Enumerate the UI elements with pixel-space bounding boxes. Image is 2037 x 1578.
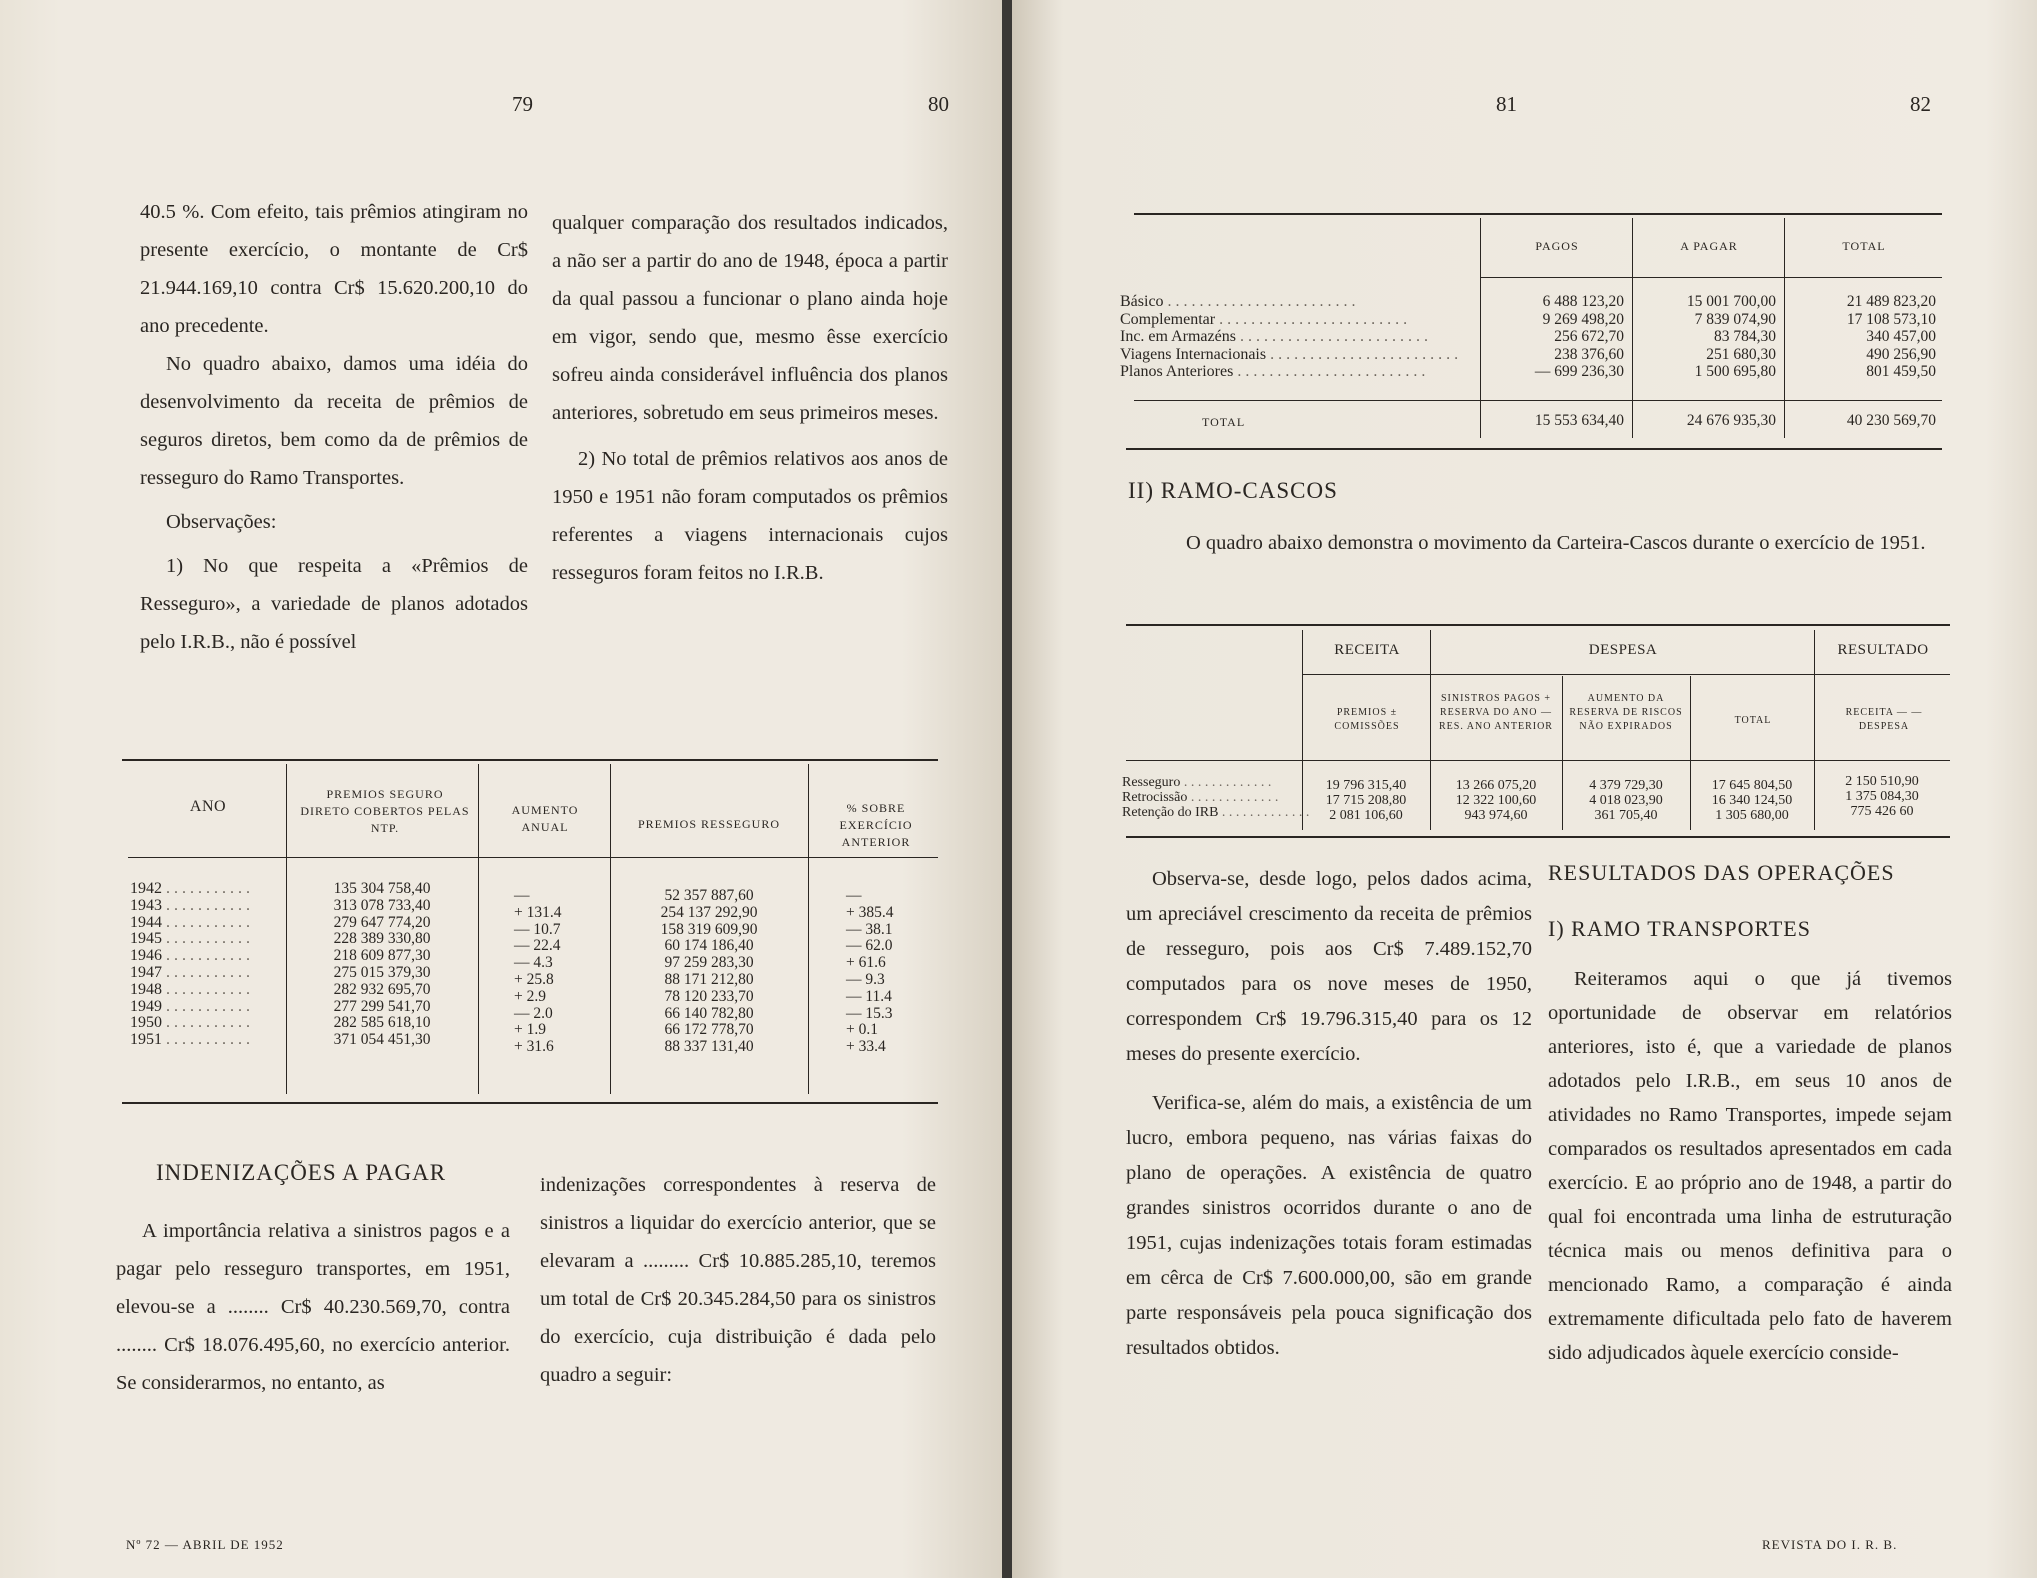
cell-sobre: — 11.4 [846, 987, 892, 1005]
cell-premios-direto: 313 078 733,40 [333, 896, 431, 914]
cell-premios-direto: 277 299 541,70 [333, 997, 431, 1015]
table-row-year [130, 947, 280, 965]
header-premios-direto: PREMIOS SEGURO DIRETO COBERTOS PELAS NTP. [300, 787, 470, 835]
cell-aumento-reserva: 4 018 023,90 [1589, 793, 1663, 808]
header-pagos: PAGOS [1535, 239, 1579, 253]
cell-aumento: + 2.9 [514, 987, 546, 1005]
left-page [0, 0, 1002, 1578]
row-label: Viagens Internacionais [1120, 345, 1267, 363]
paragraph: 1) No que respeita a «Prêmios de Resseguro», a variedade de planos adotados pelo I.R.B., não é possível [140, 555, 528, 653]
cell-total: 801 459,50 [1866, 363, 1936, 380]
table-row-year [130, 998, 280, 1016]
row-label: Inc. em Armazéns [1120, 328, 1236, 345]
leader-dots: . . . . . . . . . . . [162, 964, 250, 981]
cell-resultado: 2 150 510,90 [1845, 774, 1919, 789]
right-column-1 [1126, 862, 1532, 1366]
cell-premios-direto: 275 015 379,30 [333, 964, 431, 981]
cell-aumento: — [514, 887, 530, 904]
cell-aumento: + 131.4 [514, 903, 562, 921]
cell-pagos: 9 269 498,20 [1542, 310, 1624, 328]
year-label: 1947 [130, 964, 162, 981]
leader-dots: . . . . . . . . . . . [162, 980, 250, 998]
cell-resseguro: 88 171 212,80 [664, 971, 754, 988]
leader-dots: . . . . . . . . . . . . . . . . . . . . . . . . [1215, 310, 1408, 328]
cell-a-pagar: 83 784,30 [1714, 328, 1776, 345]
row-label: Resseguro [1122, 775, 1181, 790]
header-aumento-reserva: AUMENTO DA RESERVA DE RISCOS NÃO EXPIRADOS [1569, 693, 1683, 732]
cell-aumento: — 2.0 [514, 1004, 553, 1022]
cell-sobre: + 61.6 [846, 954, 886, 972]
cell-resseguro: 78 120 233,70 [664, 987, 754, 1005]
cell-sinistros: 943 974,60 [1464, 808, 1528, 823]
paragraph: 2) No total de prêmios relativos aos anos de 1950 e 1951 não foram computados os prêmios referentes a viagens internacionais cujos resseguros foram feitos no I.R.B. [552, 448, 948, 584]
leader-dots: . . . . . . . . . . . . . . . . . . . . . . . . [1235, 328, 1428, 345]
leader-dots: . . . . . . . . . . . . . [1180, 775, 1272, 790]
leader-dots: . . . . . . . . . . . [162, 947, 250, 965]
table-row-year [130, 964, 280, 982]
table-row-label [1120, 328, 1476, 346]
cell-pagos: 256 672,70 [1554, 328, 1624, 345]
ramo-transportes-title: I) RAMO TRANSPORTES [1548, 916, 1811, 941]
cell-premios-direto: 135 304 758,40 [333, 880, 431, 897]
cell-resseguro: 66 172 778,70 [664, 1021, 754, 1039]
cell-total: 17 645 804,50 [1711, 778, 1793, 793]
leader-dots: . . . . . . . . . . . . . . . . . . . . . . . . [1233, 363, 1426, 380]
paragraph: Verifica-se, além do mais, a existência de um lucro, embora pequeno, nas várias faixas do plano de operações. A existência de quatro grandes sinistros ocorridos durante o ano de 1951, cujas indenizações totais foram estimadas em cêrca de Cr$ 7.600.000,00, são em grande parte responsáveis pela pouca significação dos resultados obtidos. [1126, 1092, 1532, 1359]
cell-total: 340 457,00 [1866, 328, 1936, 345]
left-column-4 [540, 1166, 936, 1394]
footer-issue: Nº 72 — ABRIL DE 1952 [126, 1537, 284, 1552]
year-label: 1944 [130, 913, 162, 931]
header-despesa: DESPESA [1588, 642, 1658, 658]
paragraph: qualquer comparação dos resultados indicados, a não ser a partir do ano de 1948, época a partir da qual passou a funcionar o plano ainda hoje em vigor, sendo que, mesmo êsse exercício sofreu ainda considerável influência dos planos anteriores, sobretudo em seus primeiros meses. [552, 212, 948, 424]
cell-resseguro: 60 174 186,40 [664, 937, 754, 955]
right-column-2 [1548, 962, 1952, 1370]
cell-premios: 19 796 315,40 [1325, 778, 1407, 793]
paragraph: indenizações correspondentes à reserva de sinistros a liquidar do exercício anterior, que se elevaram a ......... Cr$ 10.885.285,10, teremos um total de Cr$ 20.345.284,50 para os sinistros do exercício, cuja distribuição é dada pelo quadro a seguir: [540, 1174, 936, 1386]
cell-resseguro: 66 140 782,80 [664, 1004, 754, 1022]
ramo-cascos-title: II) RAMO-CASCOS [1128, 478, 1338, 503]
paragraph: O quadro abaixo demonstra o movimento da Carteira-Cascos durante o exercício de 1951. [1186, 532, 1926, 554]
cell-total: 21 489 823,20 [1846, 293, 1936, 310]
leader-dots: . . . . . . . . . . . [162, 1014, 250, 1032]
row-label: Retenção do IRB [1122, 805, 1219, 820]
year-label: 1943 [130, 896, 162, 914]
cell-total: 17 108 573,10 [1846, 310, 1936, 328]
cell-aumento-reserva: 4 379 729,30 [1589, 778, 1663, 793]
cell-aumento: + 31.6 [514, 1038, 554, 1056]
year-label: 1949 [130, 997, 162, 1015]
table-row-year [130, 1031, 280, 1049]
cell-pagos: — 699 236,30 [1534, 363, 1624, 380]
resultados-title: RESULTADOS DAS OPERAÇÕES [1548, 860, 1895, 885]
cell-resseguro: 52 357 887,60 [664, 887, 754, 904]
cell-aumento-reserva: 361 705,40 [1594, 808, 1658, 823]
cell-premios-direto: 282 932 695,70 [333, 980, 431, 998]
cell-sinistros: 13 266 075,20 [1455, 778, 1537, 793]
header-sinistros-pagos: SINISTROS PAGOS + RESERVA DO ANO — RES. ANO ANTERIOR [1439, 693, 1553, 732]
cell-resseguro: 158 319 609,90 [660, 920, 758, 938]
row-label: Planos Anteriores [1120, 363, 1234, 380]
cell-a-pagar: 251 680,30 [1706, 345, 1776, 363]
cell-resseguro: 97 259 283,30 [664, 954, 754, 972]
table-row-year [130, 880, 280, 898]
cell-aumento: — 4.3 [514, 954, 553, 972]
paragraph: Observações: [166, 511, 277, 533]
table-row-label [1122, 804, 1310, 822]
year-label: 1950 [130, 1014, 162, 1032]
table-row-label [1120, 346, 1476, 364]
table-row-year [130, 930, 280, 948]
left-column-1 [140, 193, 528, 661]
cell-sinistros: 12 322 100,60 [1455, 793, 1537, 808]
cell-resseguro: 254 137 292,90 [660, 903, 758, 921]
cell-aumento: — 22.4 [514, 937, 561, 955]
cell-aumento: + 25.8 [514, 971, 554, 988]
indenizacoes-title: INDENIZAÇÕES A PAGAR [156, 1160, 447, 1185]
cell-premios-direto: 371 054 451,30 [333, 1031, 431, 1049]
header-receita-despesa: RECEITA — — DESPESA [1845, 707, 1923, 732]
page-number-81: 81 [1496, 92, 1517, 116]
row-label: Complementar [1120, 310, 1216, 328]
cell-sobre: — 9.3 [846, 971, 885, 988]
cell-total: 1 305 680,00 [1715, 808, 1789, 823]
header-ano: ANO [189, 798, 227, 815]
paragraph: Reiteramos aqui o que já tivemos oportunidade de observar em relatórios anteriores, isto é, que a variedade de planos adotados pelo I.R.B., em seus 10 anos de atividades no Ramo Transportes, impede sejam comparados os resultados apresentados em cada exercício. E ao próprio ano de 1948, a partir do qual foi encontrada uma linha de estruturação técnica mais ou menos definitiva para o mencionado Ramo, a comparação é ainda extremamente dificultada pelo fato de haverem sido adjudicados àquele exercício conside- [1548, 968, 1952, 1364]
year-label: 1945 [130, 930, 162, 948]
year-label: 1948 [130, 980, 162, 998]
cell-resultado: 775 426 60 [1850, 804, 1914, 819]
year-label: 1951 [130, 1031, 162, 1049]
header-premios-comissoes: PREMIOS ± COMISSÕES [1334, 707, 1400, 732]
year-label: 1942 [130, 880, 162, 897]
leader-dots: . . . . . . . . . . . [162, 997, 250, 1015]
cell-sobre: — 38.1 [846, 920, 893, 938]
page-number-82: 82 [1910, 92, 1931, 116]
cell-premios-direto: 279 647 774,20 [333, 913, 431, 931]
cell-total: 490 256,90 [1866, 345, 1936, 363]
paragraph: No quadro abaixo, damos uma idéia do desenvolvimento da receita de prêmios de seguros diretos, bem como da de prêmios de resseguro do Ramo Transportes. [140, 353, 528, 489]
leader-dots: . . . . . . . . . . . [162, 880, 250, 897]
leader-dots: . . . . . . . . . . . [162, 896, 250, 914]
header-receita: RECEITA [1334, 642, 1400, 658]
page-number-80: 80 [928, 92, 949, 116]
table-row-label [1120, 293, 1476, 311]
row-label: Básico [1120, 293, 1164, 310]
cell-total: 16 340 124,50 [1711, 793, 1793, 808]
total-label: TOTAL [1202, 415, 1246, 429]
cell-sobre: + 385.4 [846, 903, 894, 921]
cell-sobre: — [846, 887, 862, 904]
leader-dots: . . . . . . . . . . . [162, 913, 250, 931]
cell-sobre: — 15.3 [846, 1004, 893, 1022]
leader-dots: . . . . . . . . . . . [162, 930, 250, 948]
header-a-pagar: A PAGAR [1680, 239, 1738, 253]
header-total-despesa: TOTAL [1734, 715, 1772, 726]
paragraph: A importância relativa a sinistros pagos e a pagar pelo resseguro transportes, em 1951, elevou-se a ........ Cr$ 40.230.569,70, contra ........ Cr$ 18.076.495,60, no exercício anterior. Se considerarmos, no entanto, as [116, 1220, 510, 1394]
leader-dots: . . . . . . . . . . . . . . . . . . . . . . . . [1163, 293, 1356, 310]
header-aumento: AUMENTO ANUAL [511, 803, 579, 834]
leader-dots: . . . . . . . . . . . . . . . . . . . . . . . . [1266, 345, 1459, 363]
cell-premios: 2 081 106,60 [1329, 808, 1403, 823]
table-row-year [130, 914, 280, 932]
left-column-2 [552, 204, 948, 592]
leader-dots: . . . . . . . . . . . . . [1218, 805, 1310, 820]
cell-a-pagar: 7 839 074,90 [1694, 310, 1776, 328]
cell-sobre: + 0.1 [846, 1021, 878, 1039]
cell-a-pagar: 1 500 695,80 [1694, 363, 1776, 380]
leader-dots: . . . . . . . . . . . . . [1187, 790, 1279, 805]
total-a-pagar: 24 676 935,30 [1686, 412, 1776, 429]
cell-aumento: + 1.9 [514, 1021, 546, 1039]
total-total: 40 230 569,70 [1846, 412, 1936, 429]
header-total: TOTAL [1842, 239, 1886, 253]
table-row-year [130, 897, 280, 915]
paragraph: 40.5 %. Com efeito, tais prêmios atingiram no presente exercício, o montante de Cr$ 21.944.169,10 contra Cr$ 15.620.200,10 do ano precedente. [140, 201, 528, 337]
cell-premios-direto: 218 609 877,30 [333, 947, 431, 965]
header-resultado: RESULTADO [1837, 642, 1929, 658]
paragraph: Observa-se, desde logo, pelos dados acima, um apreciável crescimento da receita de prêmios de resseguro, pois aos Cr$ 7.489.152,70 computados para os nove meses de 1950, correspondem Cr$ 19.796.315,40 para os 12 meses do presente exercício. [1126, 868, 1532, 1065]
header-sobre-exercicio: % SOBRE EXERCÍCIO ANTERIOR [839, 801, 913, 849]
right-page [1012, 0, 2037, 1578]
cell-sobre: — 62.0 [846, 937, 893, 955]
cell-sobre: + 33.4 [846, 1038, 886, 1056]
leader-dots: . . . . . . . . . . . [162, 1031, 250, 1049]
cell-aumento: — 10.7 [514, 920, 561, 938]
table-row-year [130, 981, 280, 999]
row-label: Retrocissão [1122, 790, 1188, 805]
cascos-intro [1126, 524, 1950, 562]
cell-premios: 17 715 208,80 [1325, 793, 1407, 808]
year-label: 1946 [130, 947, 162, 965]
cell-premios-direto: 228 389 330,80 [333, 930, 431, 948]
left-column-3 [116, 1212, 510, 1402]
cell-pagos: 6 488 123,20 [1542, 293, 1624, 310]
cell-resultado: 1 375 084,30 [1845, 789, 1919, 804]
table-row-label [1120, 311, 1476, 329]
header-resseguro: PREMIOS RESSEGURO [637, 817, 781, 831]
table-row-label [1120, 363, 1476, 381]
page-number-79: 79 [512, 92, 533, 116]
cell-pagos: 238 376,60 [1554, 345, 1624, 363]
total-pagos: 15 553 634,40 [1534, 412, 1624, 429]
cell-premios-direto: 282 585 618,10 [333, 1014, 431, 1032]
cell-a-pagar: 15 001 700,00 [1686, 293, 1776, 310]
footer-journal: REVISTA DO I. R. B. [1762, 1537, 1898, 1552]
cell-resseguro: 88 337 131,40 [664, 1038, 754, 1056]
table-row-year [130, 1014, 280, 1032]
